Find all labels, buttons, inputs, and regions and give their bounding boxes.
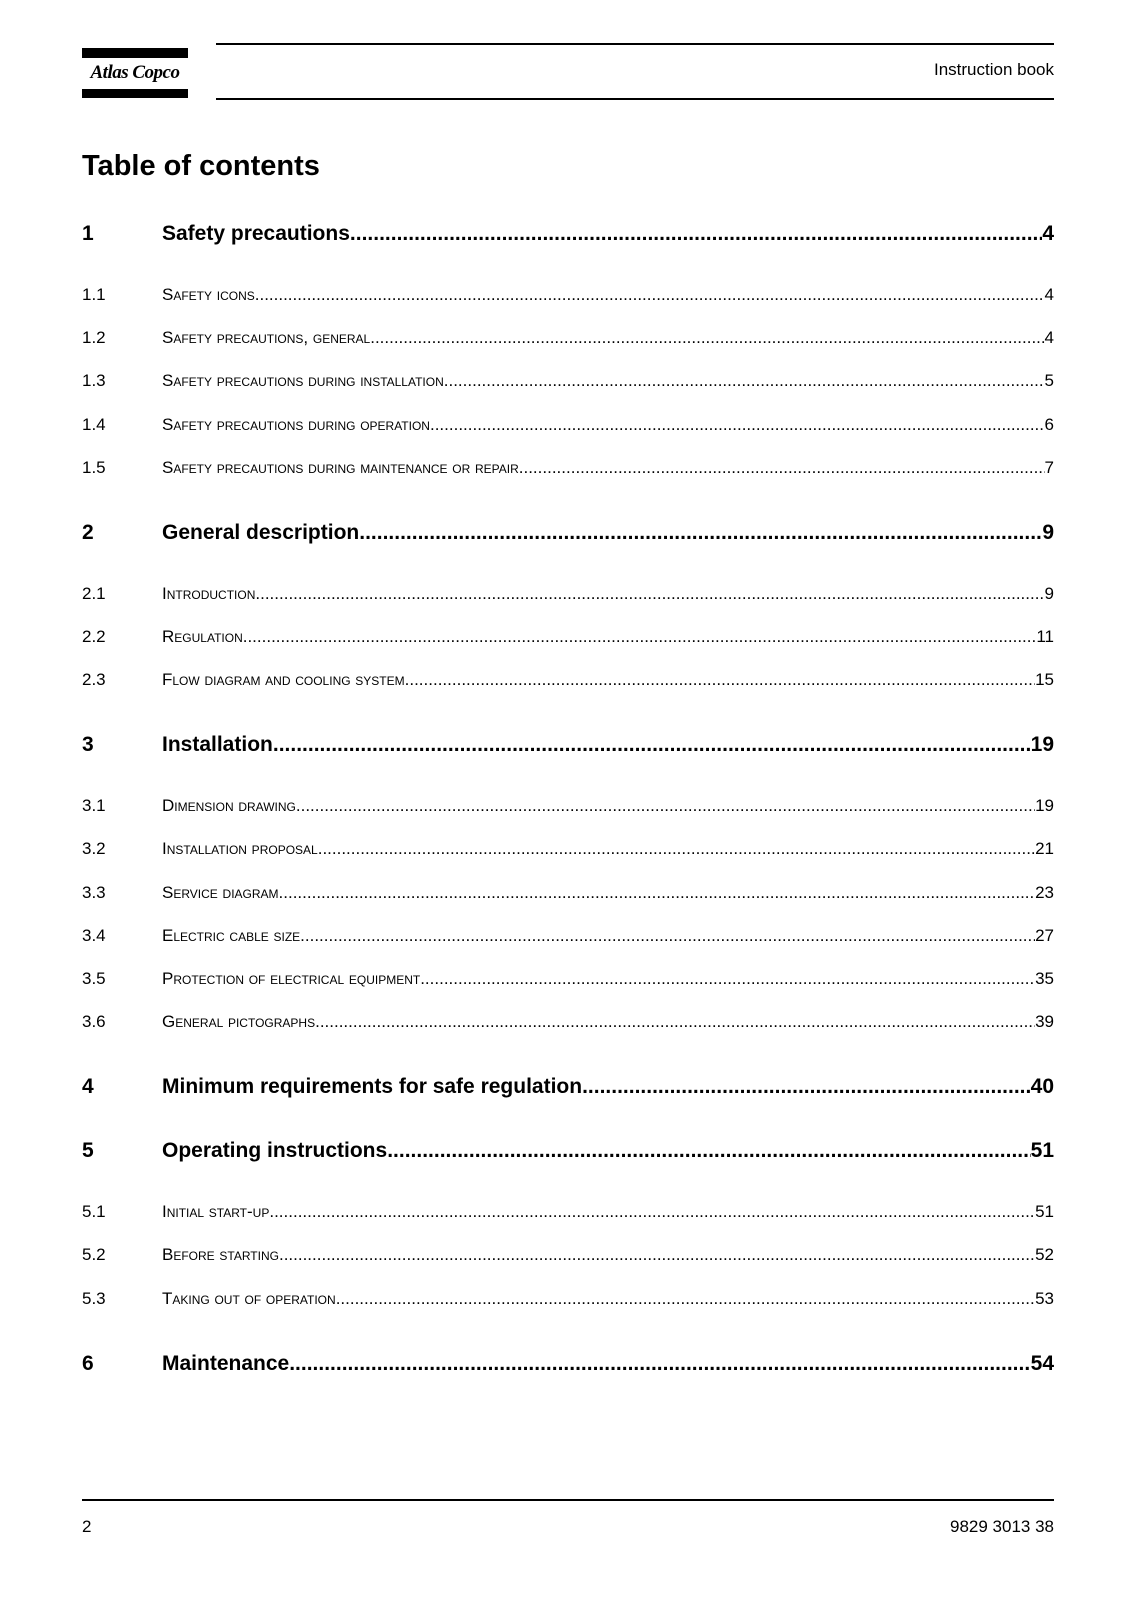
toc-leader-dots [296,796,1035,816]
toc-entry-title: Introduction [162,584,256,603]
toc-entry-title: Maintenance [162,1352,290,1375]
toc-entry[interactable] [82,796,1054,816]
toc-entry[interactable] [82,627,1054,647]
toc-entry-title: Safety precautions during maintenance or repair [162,458,519,477]
toc-entry-page: 21 [1035,839,1054,858]
toc-entry-page: 23 [1035,883,1054,902]
header-rule-bottom [216,98,1054,100]
toc-entry-number: 6 [82,1352,94,1375]
toc-entry-number: 1.3 [82,371,106,390]
toc-entry[interactable] [82,1202,1054,1222]
toc-entry-page: 27 [1035,926,1054,945]
toc-entry-title: General description [162,521,360,544]
toc-entry-number: 1.5 [82,458,106,477]
toc-entry[interactable] [82,1139,1054,1163]
toc-entry-page: 15 [1035,670,1054,689]
toc-entry-page: 4 [1044,285,1054,304]
toc-leader-dots [405,670,1035,690]
toc-entry-page: 4 [1042,222,1054,245]
toc-entry-number: 3.1 [82,796,106,815]
toc-leader-dots [420,969,1035,989]
toc-leader-dots [255,584,1044,604]
toc-entry-page: 40 [1030,1075,1054,1098]
toc-entry-page: 4 [1044,328,1054,347]
toc-leader-dots [269,1202,1035,1222]
toc-entry-page: 19 [1030,733,1054,756]
toc-entry-title: Safety icons [162,285,255,304]
toc-leader-dots [387,1139,1030,1163]
toc-entry[interactable] [82,1352,1054,1376]
toc-entry-page: 5 [1044,371,1054,390]
toc-entry-page: 6 [1044,415,1054,434]
page-title: Table of contents [82,150,320,182]
toc-entry[interactable] [82,1289,1054,1309]
toc-entry-number: 1.1 [82,285,106,304]
toc-entry-number: 5.1 [82,1202,106,1221]
toc-entry-title: Before starting [162,1245,279,1264]
toc-leader-dots [444,371,1045,391]
toc-entry-page: 19 [1035,796,1054,815]
toc-entry[interactable] [82,839,1054,859]
toc-leader-dots [255,285,1045,305]
toc-entry-number: 5.2 [82,1245,106,1264]
toc-entry-title: Service diagram [162,883,279,902]
toc-leader-dots [519,458,1045,478]
toc-entry-title: Safety precautions [162,222,350,245]
toc-entry-number: 2 [82,521,94,544]
header-title: Instruction book [933,60,1054,79]
toc-entry[interactable] [82,883,1054,903]
toc-entry[interactable] [82,670,1054,690]
toc-entry[interactable] [82,584,1054,604]
header-rule-top [216,43,1054,45]
toc-entry-page: 9 [1044,584,1054,603]
toc-entry[interactable] [82,969,1054,989]
toc-entry-title: Installation [162,733,273,756]
toc-entry-title: Protection of electrical equipment [162,969,421,988]
toc-leader-dots [582,1075,1031,1099]
toc-entry-number: 3.6 [82,1012,106,1031]
toc-entry-title: Regulation [162,627,243,646]
footer-page-number: 2 [82,1517,92,1536]
toc-entry-number: 5 [82,1139,94,1162]
toc-entry-page: 51 [1035,1202,1054,1221]
toc-entry[interactable] [82,415,1054,435]
toc-entry[interactable] [82,285,1054,305]
toc-leader-dots [300,926,1035,946]
logo-bar-bottom [82,89,188,98]
toc-entry[interactable] [82,926,1054,946]
toc-leader-dots [243,627,1037,647]
toc-entry-title: Taking out of operation [162,1289,336,1308]
toc-entry-page: 11 [1036,627,1054,646]
footer-rule [82,1499,1054,1501]
toc-leader-dots [289,1352,1030,1376]
toc-entry-title: General pictographs [162,1012,316,1031]
toc-leader-dots [318,839,1035,859]
toc-entry-number: 1 [82,222,94,245]
toc-entry-number: 1.4 [82,415,106,434]
toc-entry[interactable] [82,1012,1054,1032]
toc-entry-number: 3.4 [82,926,106,945]
toc-entry[interactable] [82,1245,1054,1265]
toc-entry-title: Operating instructions [162,1139,388,1162]
toc-entry-page: 52 [1035,1245,1054,1264]
toc-leader-dots [370,328,1044,348]
toc-entry[interactable] [82,458,1054,478]
toc-entry-number: 3.2 [82,839,106,858]
toc-entry-title: Safety precautions during operation [162,415,430,434]
logo-wordmark: Atlas Copco [90,62,180,83]
toc-entry-title: Installation proposal [162,839,318,858]
toc-entry-page: 9 [1042,521,1054,544]
toc-entry-title: Safety precautions during installation [162,371,444,390]
toc-leader-dots [279,883,1036,903]
toc-entry-number: 5.3 [82,1289,106,1308]
toc-entry[interactable] [82,371,1054,391]
toc-entry-page: 7 [1044,458,1054,477]
footer-doc-number: 9829 3013 38 [950,1517,1054,1536]
toc-entry-number: 2.1 [82,584,106,603]
toc-entry-number: 3 [82,733,94,756]
atlas-copco-logo [82,48,188,98]
toc-leader-dots [279,1245,1035,1265]
toc-entry-title: Electric cable size [162,926,301,945]
toc-entry-title: Safety precautions, general [162,328,371,347]
toc-entry-number: 2.2 [82,627,106,646]
toc-entry-page: 54 [1030,1352,1054,1375]
toc-entry[interactable] [82,733,1054,757]
toc-entry-page: 35 [1035,969,1054,988]
toc-entry-page: 53 [1035,1289,1054,1308]
toc-entry[interactable] [82,222,1054,246]
toc-leader-dots [336,1289,1035,1309]
toc-entry-number: 3.3 [82,883,106,902]
toc-entry-number: 1.2 [82,328,106,347]
toc-entry-title: Minimum requirements for safe regulation [162,1075,583,1098]
toc-entry-number: 4 [82,1075,94,1098]
toc-entry-number: 3.5 [82,969,106,988]
logo-bar-top [82,48,188,58]
toc-entry-title: Dimension drawing [162,796,296,815]
toc-entry[interactable] [82,521,1054,545]
toc-entry-page: 51 [1030,1139,1054,1162]
toc-entry-number: 2.3 [82,670,106,689]
toc-entry-page: 39 [1035,1012,1054,1031]
toc-leader-dots [315,1012,1035,1032]
toc-leader-dots [350,222,1042,246]
toc-entry-title: Initial start-up [162,1202,270,1221]
toc-entry[interactable] [82,1075,1054,1099]
toc-leader-dots [273,733,1031,757]
toc-entry-title: Flow diagram and cooling system [162,670,405,689]
toc-leader-dots [430,415,1045,435]
toc-entry[interactable] [82,328,1054,348]
toc-leader-dots [359,521,1042,545]
